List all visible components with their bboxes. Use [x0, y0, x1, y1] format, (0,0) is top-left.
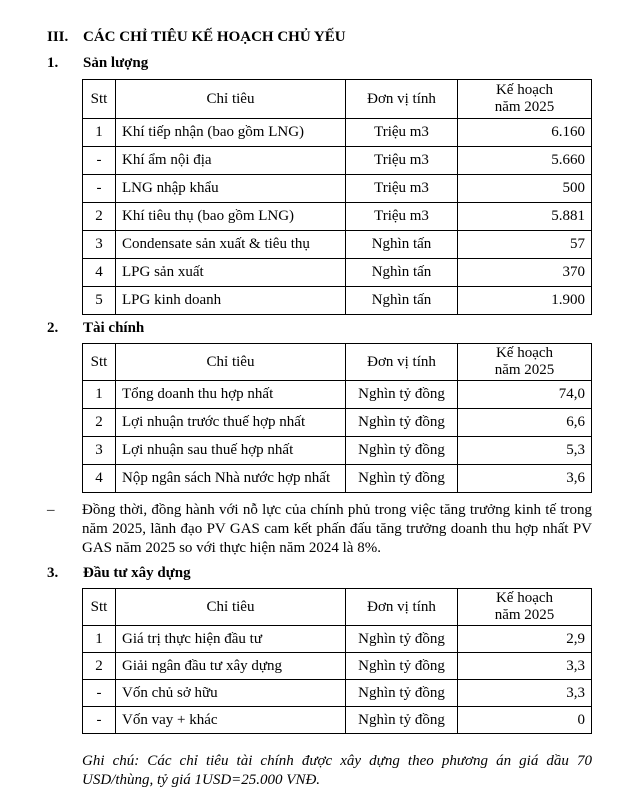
row-plan-value: 3,3 — [458, 653, 592, 680]
footnote: Ghi chú: Các chỉ tiêu tài chính được xây dựng theo phương án giá dầu 70 USD/thùng, tỷ giá 1USD=25.000 VNĐ. — [82, 753, 592, 788]
header-unit: Đơn vị tính — [346, 80, 458, 119]
row-unit: Triệu m3 — [346, 175, 458, 203]
row-unit: Nghìn tấn — [346, 287, 458, 315]
output-heading — [47, 55, 148, 72]
commitment-text: Đồng thời, đồng hành với nỗ lực của chính phủ trong việc tăng trưởng kinh tế trong năm 2025, lãnh đạo PV GAS cam kết phấn đấu tăng trưởng doanh thu hợp nhất PV GAS năm 2025 so với thực hiện năm 2024 là 8%. — [82, 502, 592, 556]
header-stt: Stt — [83, 589, 116, 626]
table-row — [83, 653, 592, 680]
row-plan-value: 1.900 — [458, 287, 592, 315]
row-unit: Nghìn tấn — [346, 259, 458, 287]
row-stt: 4 — [83, 259, 116, 287]
output-title: Sản lượng — [83, 55, 149, 71]
header-plan-line1: Kế hoạch — [495, 590, 554, 606]
row-stt: 2 — [83, 653, 116, 680]
row-plan-value: 3,3 — [458, 680, 592, 707]
section-number: III. — [47, 29, 69, 45]
row-unit: Triệu m3 — [346, 203, 458, 231]
table-row — [83, 381, 592, 409]
row-name: Giá trị thực hiện đầu tư — [116, 626, 346, 653]
investment-heading — [47, 565, 191, 582]
investment-number: 3. — [47, 565, 59, 581]
row-name: Khí ẩm nội địa — [116, 147, 346, 175]
row-stt: 3 — [83, 231, 116, 259]
row-stt: 2 — [83, 409, 116, 437]
row-name: LPG kinh doanh — [116, 287, 346, 315]
row-unit: Nghìn tỷ đồng — [346, 680, 458, 707]
header-stt: Stt — [83, 344, 116, 381]
table-row — [83, 231, 592, 259]
row-name: Tổng doanh thu hợp nhất — [116, 381, 346, 409]
table-header-row — [83, 80, 592, 119]
investment-title: Đầu tư xây dựng — [83, 565, 191, 581]
row-plan-value: 5.660 — [458, 147, 592, 175]
header-unit: Đơn vị tính — [346, 344, 458, 381]
finance-table — [82, 343, 592, 493]
section-heading — [47, 29, 346, 46]
row-name: LNG nhập khẩu — [116, 175, 346, 203]
table-row — [83, 287, 592, 315]
header-plan-line2: năm 2025 — [494, 607, 555, 623]
row-stt: 3 — [83, 437, 116, 465]
header-plan — [458, 589, 592, 626]
row-name: Khí tiếp nhận (bao gồm LNG) — [116, 119, 346, 147]
table-row — [83, 203, 592, 231]
table-row — [83, 147, 592, 175]
row-name: Giải ngân đầu tư xây dựng — [116, 653, 346, 680]
dash-bullet: – — [47, 502, 55, 518]
row-unit: Nghìn tỷ đồng — [346, 465, 458, 493]
row-plan-value: 3,6 — [458, 465, 592, 493]
output-table — [82, 79, 592, 315]
row-unit: Triệu m3 — [346, 147, 458, 175]
table-row — [83, 119, 592, 147]
header-plan-line2: năm 2025 — [494, 99, 555, 115]
row-stt: - — [83, 175, 116, 203]
investment-table — [82, 588, 592, 734]
header-stt: Stt — [83, 80, 116, 119]
finance-number: 2. — [47, 320, 59, 336]
row-unit: Nghìn tỷ đồng — [346, 409, 458, 437]
header-plan-line2: năm 2025 — [494, 362, 555, 378]
row-stt: 1 — [83, 626, 116, 653]
header-plan-line1: Kế hoạch — [495, 82, 554, 98]
row-stt: - — [83, 680, 116, 707]
row-plan-value: 6,6 — [458, 409, 592, 437]
table-row — [83, 680, 592, 707]
header-name: Chỉ tiêu — [116, 80, 346, 119]
row-stt: - — [83, 147, 116, 175]
row-stt: 5 — [83, 287, 116, 315]
header-plan — [458, 80, 592, 119]
row-plan-value: 2,9 — [458, 626, 592, 653]
row-stt: 2 — [83, 203, 116, 231]
row-plan-value: 500 — [458, 175, 592, 203]
row-unit: Nghìn tỷ đồng — [346, 437, 458, 465]
row-unit: Nghìn tỷ đồng — [346, 653, 458, 680]
row-name: Condensate sản xuất & tiêu thụ — [116, 231, 346, 259]
header-plan — [458, 344, 592, 381]
row-plan-value: 370 — [458, 259, 592, 287]
header-name: Chỉ tiêu — [116, 589, 346, 626]
row-name: Vốn chủ sở hữu — [116, 680, 346, 707]
row-stt: 1 — [83, 119, 116, 147]
row-name: Lợi nhuận sau thuế hợp nhất — [116, 437, 346, 465]
table-row — [83, 175, 592, 203]
finance-heading — [47, 320, 144, 337]
row-unit: Nghìn tỷ đồng — [346, 626, 458, 653]
table-row — [83, 409, 592, 437]
output-number: 1. — [47, 55, 59, 71]
table-row — [83, 626, 592, 653]
row-name: Vốn vay + khác — [116, 707, 346, 734]
table-header-row — [83, 589, 592, 626]
row-unit: Triệu m3 — [346, 119, 458, 147]
row-stt: 1 — [83, 381, 116, 409]
section-title: CÁC CHỈ TIÊU KẾ HOẠCH CHỦ YẾU — [83, 29, 346, 45]
row-name: Lợi nhuận trước thuế hợp nhất — [116, 409, 346, 437]
row-unit: Nghìn tỷ đồng — [346, 707, 458, 734]
header-name: Chỉ tiêu — [116, 344, 346, 381]
row-unit: Nghìn tỷ đồng — [346, 381, 458, 409]
row-plan-value: 57 — [458, 231, 592, 259]
row-plan-value: 6.160 — [458, 119, 592, 147]
finance-title: Tài chính — [83, 320, 145, 336]
header-plan-line1: Kế hoạch — [495, 345, 554, 361]
row-unit: Nghìn tấn — [346, 231, 458, 259]
commitment-paragraph — [47, 501, 592, 558]
table-row — [83, 437, 592, 465]
table-header-row — [83, 344, 592, 381]
row-plan-value: 0 — [458, 707, 592, 734]
row-plan-value: 5,3 — [458, 437, 592, 465]
table-row — [83, 707, 592, 734]
row-stt: - — [83, 707, 116, 734]
row-name: Khí tiêu thụ (bao gồm LNG) — [116, 203, 346, 231]
row-plan-value: 5.881 — [458, 203, 592, 231]
table-row — [83, 465, 592, 493]
row-stt: 4 — [83, 465, 116, 493]
row-plan-value: 74,0 — [458, 381, 592, 409]
row-name: Nộp ngân sách Nhà nước hợp nhất — [116, 465, 346, 493]
row-name: LPG sản xuất — [116, 259, 346, 287]
table-row — [83, 259, 592, 287]
header-unit: Đơn vị tính — [346, 589, 458, 626]
